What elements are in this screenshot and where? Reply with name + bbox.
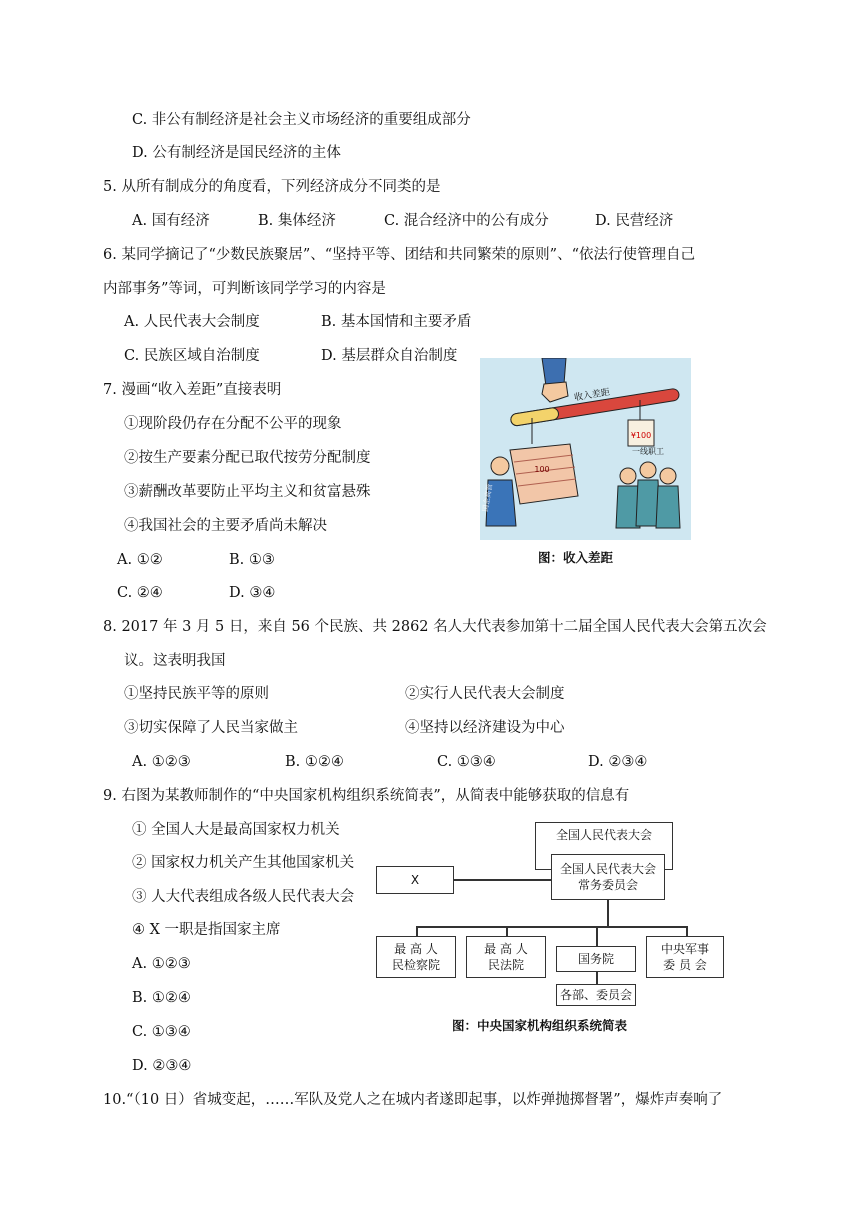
q5-stem: 5. 从所有制成分的角度看，下列经济成分不同类的是 — [103, 179, 441, 195]
org-drop-4 — [686, 926, 688, 936]
q6-option-b: B. 基本国情和主要矛盾 — [321, 314, 472, 330]
org-npcsc-box — [551, 854, 665, 900]
q6-option-a: A. 人民代表大会制度 — [124, 314, 260, 330]
q4-option-c: C. 非公有制经济是社会主义市场经济的重要组成部分 — [132, 112, 471, 128]
q9-statement-3: ③ 人大代表组成各级人民代表大会 — [132, 889, 355, 905]
q5-option-d: D. 民营经济 — [595, 213, 674, 229]
org-drop-ministries — [596, 972, 598, 984]
q7-statement-3: ③薪酬改革要防止平均主义和贫富悬殊 — [124, 484, 371, 500]
beam-label: 收入差距 — [573, 387, 611, 404]
q8-option-d: D. ②③④ — [588, 754, 648, 770]
org-cmc-box — [646, 936, 724, 978]
q6-option-d: D. 基层群众自治制度 — [321, 348, 458, 364]
q6-option-c: C. 民族区域自治制度 — [124, 348, 260, 364]
q9-option-a: A. ①②③ — [132, 956, 191, 972]
org-drop-1 — [416, 926, 418, 936]
org-ministries-box — [556, 984, 636, 1006]
q4-option-d: D. 公有制经济是国民经济的主体 — [132, 145, 341, 161]
q8-statement-3: ③切实保障了人民当家做主 — [124, 720, 298, 736]
org-npc-label: 全国人民代表大会 — [555, 828, 652, 842]
q5-option-a: A. 国有经济 — [132, 213, 210, 229]
q8-stem-line1: 8. 2017 年 3 月 5 日，来自 56 个民族、共 2862 名人大代表参加第十二届全国人民代表大会第五次会 — [103, 619, 767, 635]
org-x-label: X — [410, 873, 420, 887]
q9-statement-1: ① 全国人大是最高国家权力机关 — [132, 822, 340, 838]
q8-option-c: C. ①③④ — [437, 754, 496, 770]
q9-option-b: B. ①②④ — [132, 990, 191, 1006]
q5-option-b: B. 集体经济 — [258, 213, 336, 229]
org-chart-caption: 图：中央国家机构组织系统简表 — [452, 1018, 628, 1033]
q7-statement-2: ②按生产要素分配已取代按劳分配制度 — [124, 450, 371, 466]
q10-stem: 10.“（10 日）省城变起，……军队及党人之在城内者遂即起事，以炸弹抛掷督署”，爆炸声奏响了 — [103, 1092, 723, 1108]
q8-statement-4: ④坚持以经济建设为中心 — [405, 720, 565, 736]
q6-stem-line2: 内部事务”等词，可判断该同学学习的内容是 — [103, 281, 386, 297]
org-branch-line — [416, 926, 686, 928]
note-label: ¥100 — [630, 431, 652, 440]
q8-option-a: A. ①②③ — [132, 754, 191, 770]
q9-stem: 9. 右图为某教师制作的“中央国家机构组织系统简表”，从简表中能够获取的信息有 — [103, 788, 630, 804]
q8-stem-line2: 议。这表明我国 — [124, 653, 226, 669]
q8-statement-1: ①坚持民族平等的原则 — [124, 686, 269, 702]
org-x-connector — [454, 879, 551, 881]
org-drop-3 — [596, 926, 598, 946]
org-trunk-line — [607, 900, 609, 926]
org-npcsc-label: 全国人民代表大会常务委员会 — [559, 862, 656, 892]
q7-statement-1: ①现阶段仍存在分配不公平的现象 — [124, 416, 342, 432]
q8-option-b: B. ①②④ — [285, 754, 344, 770]
org-procuratorate-box — [376, 936, 456, 978]
org-procuratorate-label: 最 高 人民检察院 — [391, 942, 440, 972]
org-state-council-box — [556, 946, 636, 972]
q9-option-c: C. ①③④ — [132, 1024, 191, 1040]
q6-stem-line1: 6. 某同学摘记了“少数民族聚居”、“坚持平等、团结和共同繁荣的原则”、“依法行使管理自己 — [103, 247, 696, 263]
org-state-council-label: 国务院 — [577, 952, 614, 966]
org-court-label: 最 高 人民法院 — [484, 942, 528, 972]
stack-label: 100 — [534, 465, 550, 474]
q9-statement-2: ② 国家权力机关产生其他国家机关 — [132, 855, 355, 871]
q7-option-c: C. ②④ — [117, 585, 163, 601]
worker-label: 一线职工 — [632, 447, 664, 456]
q5-option-c: C. 混合经济中的公有成分 — [384, 213, 549, 229]
org-ministries-label: 各部、委员会 — [559, 988, 632, 1002]
cartoon-caption: 图：收入差距 — [538, 550, 614, 565]
q7-option-d: D. ③④ — [229, 585, 276, 601]
q9-option-d: D. ②③④ — [132, 1058, 192, 1074]
q7-stem: 7. 漫画“收入差距”直接表明 — [103, 382, 282, 398]
q9-statement-4: ④ X 一职是指国家主席 — [132, 922, 281, 938]
org-cmc-label: 中央军事 委 员 会 — [660, 942, 709, 972]
q7-option-b: B. ①③ — [229, 552, 275, 568]
manager-label: 国企高管 — [481, 483, 495, 513]
q7-option-a: A. ①② — [117, 552, 163, 568]
q7-statement-4: ④我国社会的主要矛盾尚未解决 — [124, 518, 327, 534]
q8-statement-2: ②实行人民代表大会制度 — [405, 686, 565, 702]
org-drop-2 — [506, 926, 508, 936]
income-gap-cartoon — [480, 358, 691, 540]
org-court-box — [466, 936, 546, 978]
org-x-box — [376, 866, 454, 894]
